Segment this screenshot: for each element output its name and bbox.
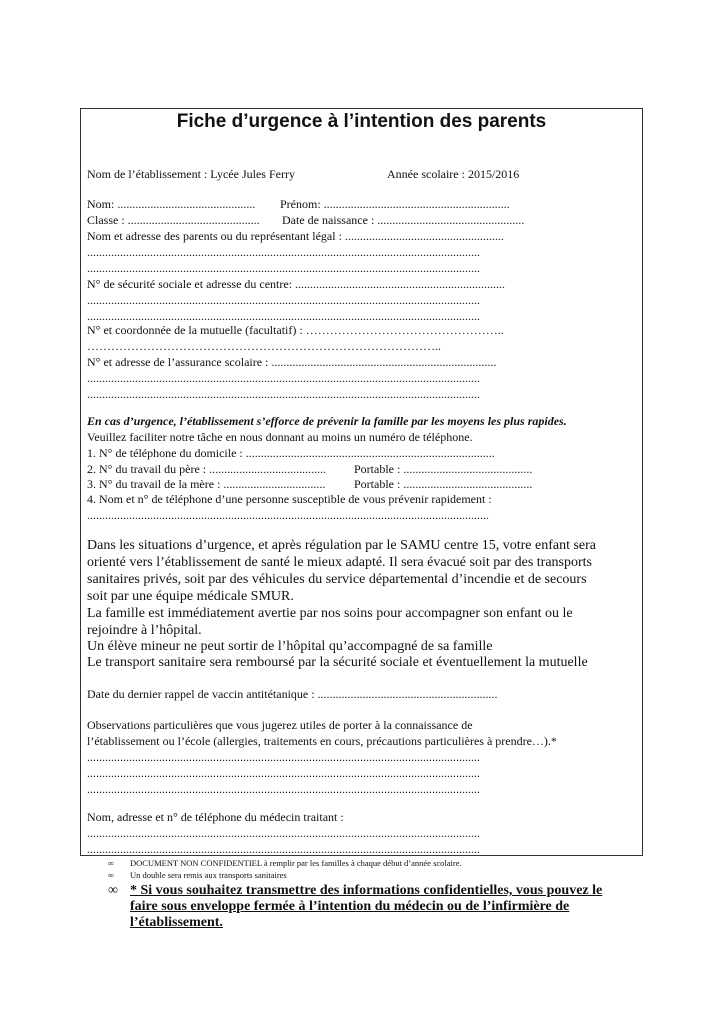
field-mutuelle[interactable]: N° et coordonnée de la mutuelle (facultatif) : ………………………………………….. xyxy=(87,323,504,337)
samu-text-1: Dans les situations d’urgence, et après régulation par le SAMU centre 15, votre enfant sera xyxy=(87,538,597,553)
field-classe[interactable]: Classe : ............................................ xyxy=(87,213,260,227)
page-title: Fiche d’urgence à l’intention des parents xyxy=(176,111,547,132)
footer-note-2-text: Un double sera remis aux transports sanitaires xyxy=(130,870,287,880)
samu-text-5: La famille est immédiatement avertie par nos soins pour accompagner son enfant ou le xyxy=(87,606,573,621)
infinity-bullet-icon: ∞ xyxy=(108,858,115,868)
field-assurance-line-2[interactable]: ................................................................................................................................... xyxy=(87,371,480,385)
infinity-bullet-icon: ∞ xyxy=(108,870,115,880)
field-medecin-line-2[interactable]: ................................................................................................................................... xyxy=(87,842,480,856)
field-portable-mere[interactable]: Portable : ........................................... xyxy=(354,477,533,491)
field-tel-pere[interactable]: 2. N° du travail du père : ....................................... xyxy=(87,462,327,476)
observations-label-2: l’établissement ou l’école (allergies, traitements en cours, précautions particulières à prendre…).* xyxy=(87,734,557,748)
field-personne-contact: 4. Nom et n° de téléphone d’une personne susceptible de vous prévenir rapidement : xyxy=(87,492,492,506)
field-tel-domicile[interactable]: 1. N° de téléphone du domicile : ................................................................................... xyxy=(87,446,495,460)
field-portable-pere[interactable]: Portable : ........................................... xyxy=(354,462,533,476)
field-prenom[interactable]: Prénom: .............................................................. xyxy=(280,197,510,211)
field-observations-line-1[interactable]: ................................................................................................................................... xyxy=(87,750,480,764)
field-vaccin[interactable]: Date du dernier rappel de vaccin antitétanique : ............................................................ xyxy=(87,687,498,701)
field-medecin-line-1[interactable]: ................................................................................................................................... xyxy=(87,826,480,840)
field-assurance-line-3[interactable]: ................................................................................................................................... xyxy=(87,387,480,401)
samu-text-4: soit par une équipe médicale SMUR. xyxy=(87,589,294,604)
observations-label-1: Observations particulières que vous jugerez utiles de porter à la connaissance de xyxy=(87,718,473,732)
field-parents[interactable]: Nom et adresse des parents ou du représentant légal : ..................................................... xyxy=(87,229,504,243)
field-securite-sociale[interactable]: N° de sécurité sociale et adresse du centre: ...................................................................... xyxy=(87,277,506,291)
field-parents-line-3[interactable]: ................................................................................................................................... xyxy=(87,261,480,275)
samu-text-6: rejoindre à l’hôpital. xyxy=(87,623,202,638)
footer-note-1-text: DOCUMENT NON CONFIDENTIEL à remplir par les familles à chaque début d’année scolaire. xyxy=(130,858,462,868)
footer-note-3-text: * Si vous souhaitez transmettre des informations confidentielles, vous pouvez le faire sous enveloppe fermée à l’intention du médecin ou de l’infirmière de l’établissement. xyxy=(130,883,603,930)
field-personne-contact-line[interactable]: ...................................................................................................................................... xyxy=(87,508,489,522)
samu-text-8: Le transport sanitaire sera remboursé par la sécurité sociale et éventuellement la mutuelle xyxy=(87,655,588,670)
field-parents-line-2[interactable]: ................................................................................................................................... xyxy=(87,245,480,259)
field-nom[interactable]: Nom: .............................................. xyxy=(87,197,256,211)
field-date-naissance[interactable]: Date de naissance : ................................................. xyxy=(282,213,525,227)
field-observations-line-2[interactable]: ................................................................................................................................... xyxy=(87,766,480,780)
school-year: Année scolaire : 2015/2016 xyxy=(387,167,520,181)
field-assurance[interactable]: N° et adresse de l’assurance scolaire : ........................................................................... xyxy=(87,355,497,369)
field-securite-sociale-line-3[interactable]: ................................................................................................................................... xyxy=(87,309,480,323)
urgence-faciliter: Veuillez faciliter notre tâche en nous donnant au moins un numéro de téléphone. xyxy=(87,430,473,444)
urgence-intro: En cas d’urgence, l’établissement s’efforce de prévenir la famille par les moyens les plus rapides. xyxy=(87,414,567,428)
samu-text-3: sanitaires privés, soit par des véhicules du service départemental d’incendie et de secours xyxy=(87,572,587,587)
field-tel-mere[interactable]: 3. N° du travail de la mère : .................................. xyxy=(87,477,326,491)
samu-text-7: Un élève mineur ne peut sortir de l’hôpital qu’accompagné de sa famille xyxy=(87,639,493,654)
field-securite-sociale-line-2[interactable]: ................................................................................................................................... xyxy=(87,293,480,307)
medecin-label: Nom, adresse et n° de téléphone du médecin traitant : xyxy=(87,810,344,824)
infinity-bullet-icon: ∞ xyxy=(108,883,118,898)
field-mutuelle-line-2[interactable]: …………………………………………………………………………….. xyxy=(87,339,441,353)
field-observations-line-3[interactable]: ................................................................................................................................... xyxy=(87,782,480,796)
samu-text-2: orienté vers l’établissement de santé le mieux adapté. Il sera évacué soit par des transports xyxy=(87,555,592,570)
school-name: Nom de l’établissement : Lycée Jules Ferry xyxy=(87,167,295,181)
